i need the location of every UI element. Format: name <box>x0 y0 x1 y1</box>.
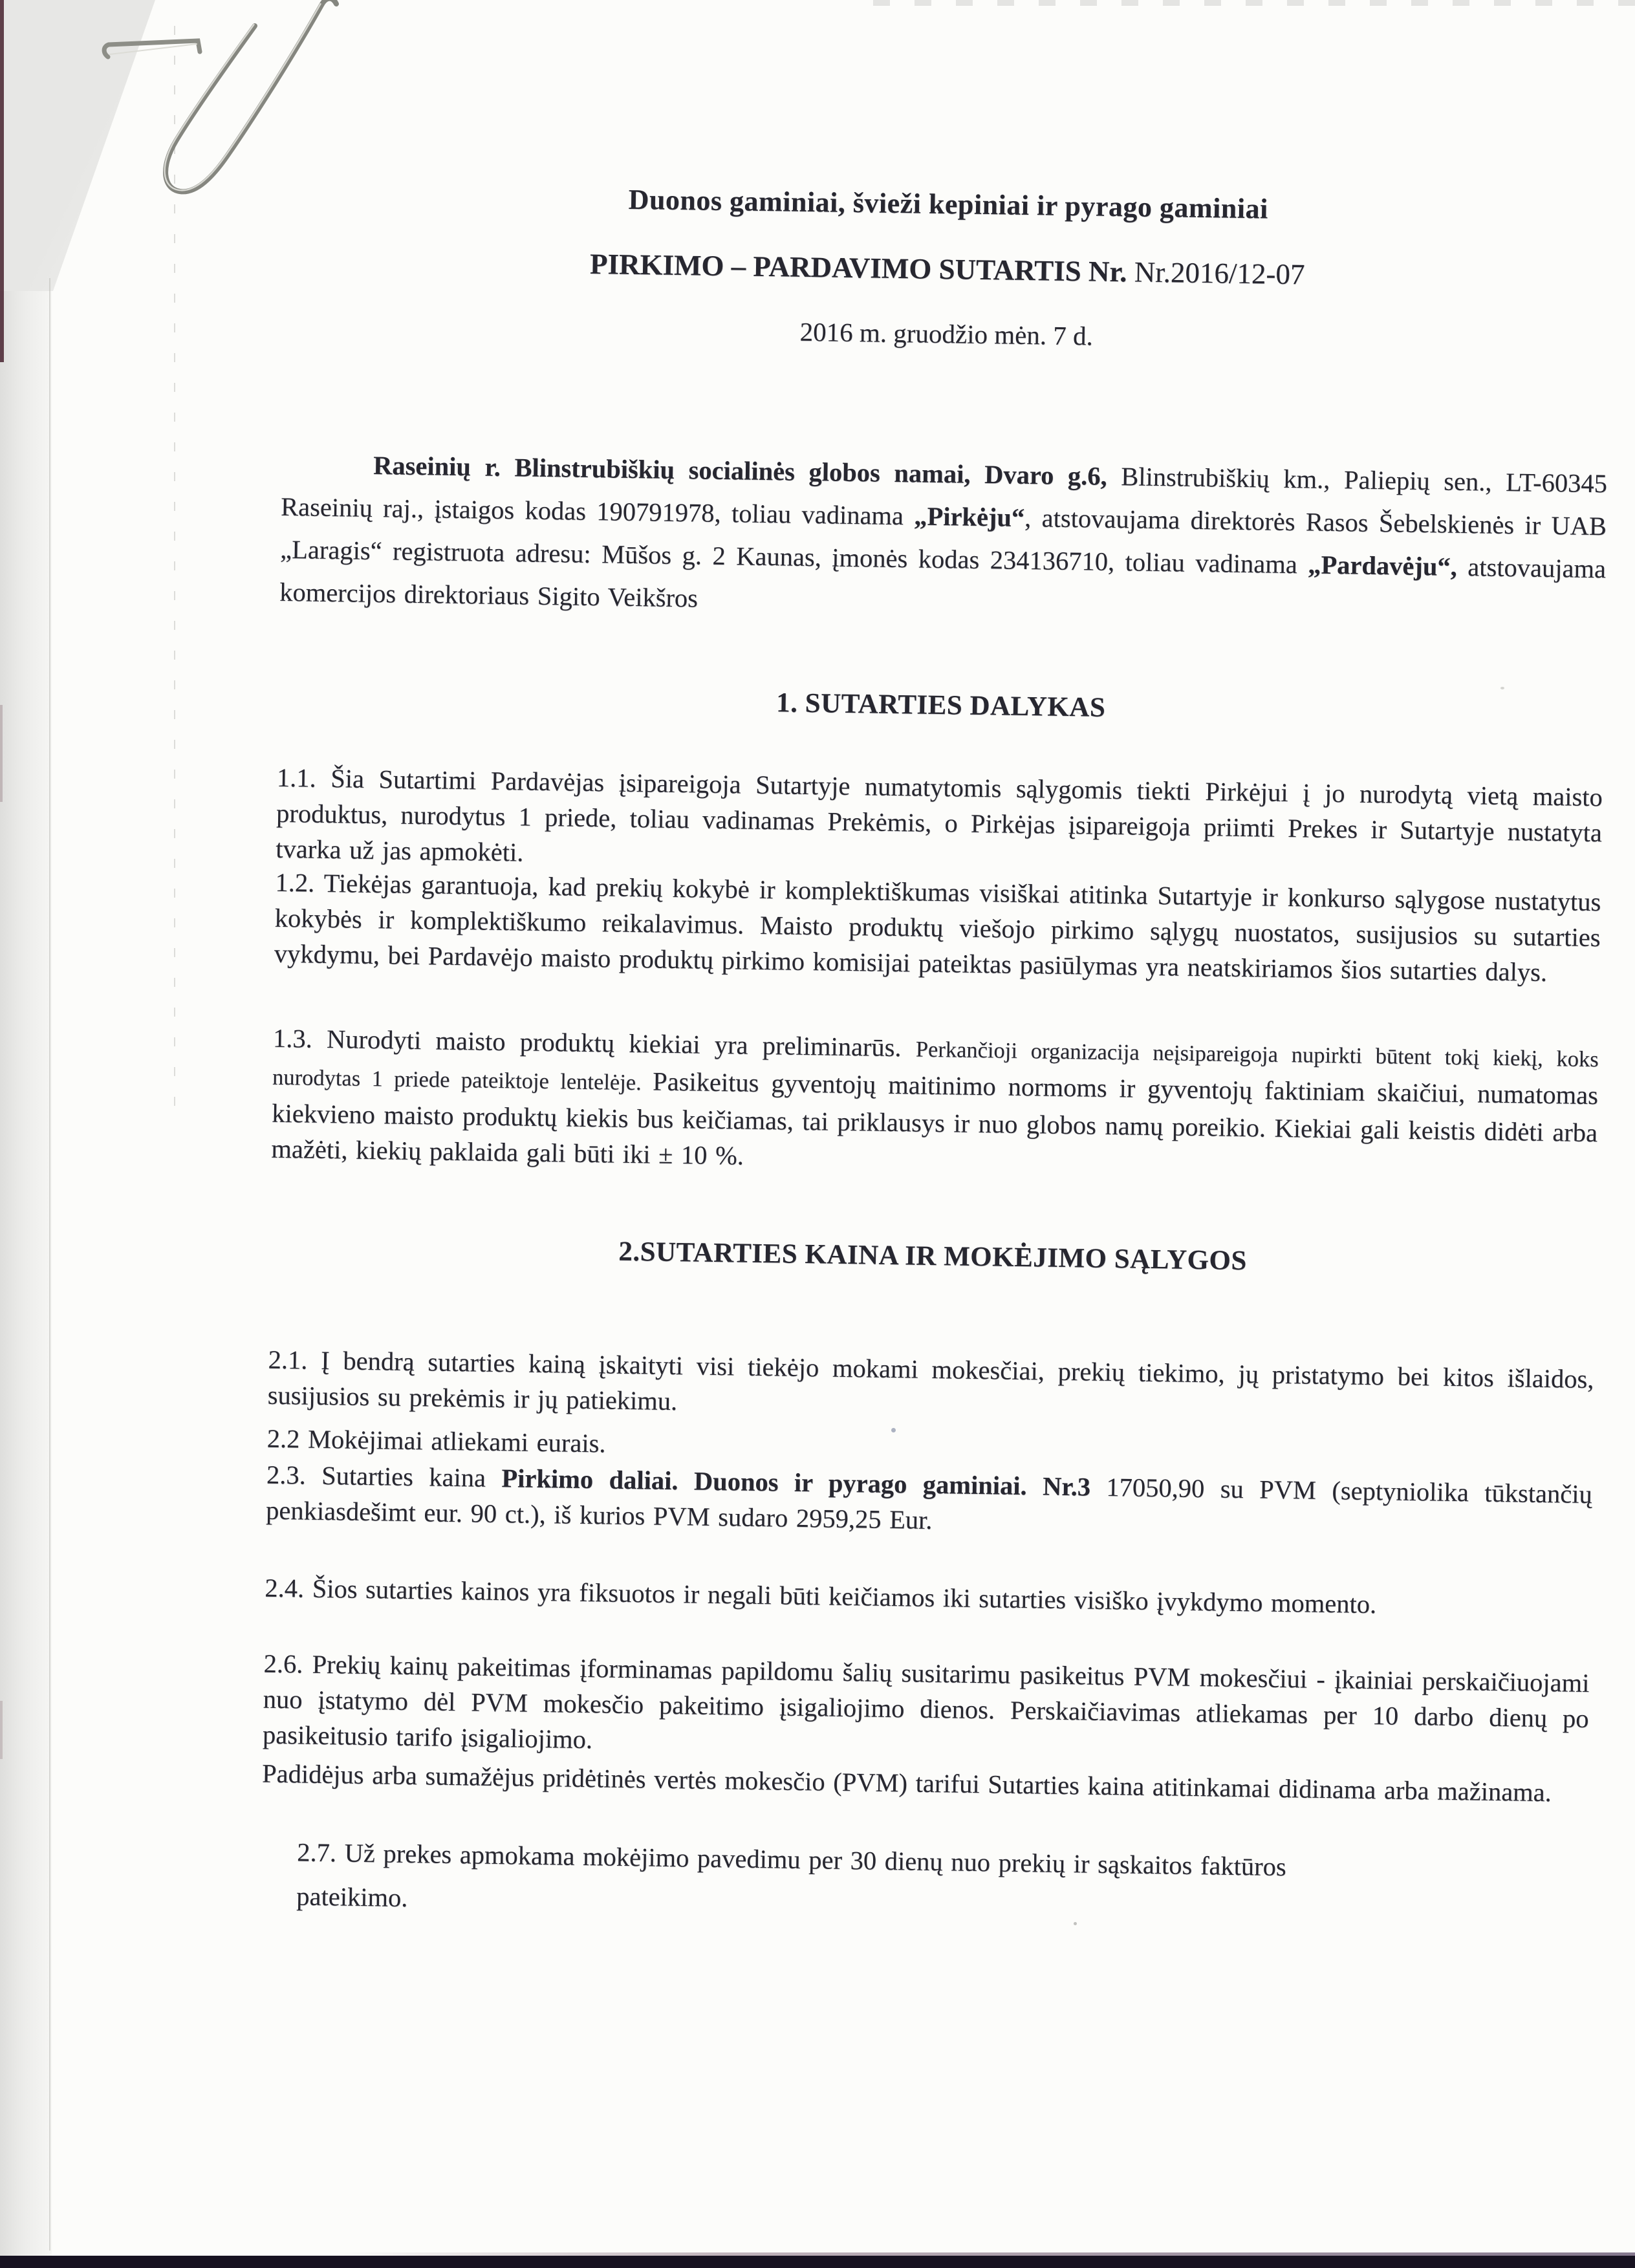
clause-1-1: 1.1. Šia Sutartimi Pardavėjas įsipareigoja Sutartyje numatytomis sąlygomis tiekti Pirkėjui į jo nurodytą vietą maisto produktus, nurodytus 1 priede, toliau vadinamas Prekėmis, o Pirkėjas įsipareigoja priimti Prekes ir Sutartyje nustatyta tvarka už jas apmokėti. <box>276 762 1603 867</box>
section-2-heading: 2.SUTARTIES KAINA IR MOKĖJIMO SĄLYGOS <box>618 1236 1248 1277</box>
section-1-heading: 1. SUTARTIES DALYKAS <box>775 687 1106 723</box>
price-part-bold: Pirkimo daliai. Duonos ir pyrago gaminiai. Nr.3 <box>501 1463 1091 1502</box>
clause-2-7: 2.7. Už prekes apmokama mokėjimo pavedimu per 30 dienų nuo prekių ir sąskaitos faktūros pateikimo. <box>296 1837 1287 1913</box>
buyer-term-bold: „Pirkėju“ <box>913 501 1025 532</box>
clause-1-3 <box>271 1021 1599 1186</box>
intro-text: , atstovaujama direktorės Rasos Šebelskienės ir UAB „Laragis“ registruota adresu: Mūšos g. 2 Kaunas, įmonės kodas 234136710, toliau vadinama <box>279 502 1607 579</box>
clause-2-1: 2.1. Į bendrą sutarties kainą įskaityti visi tiekėjo mokami mokesčiai, prekių tiekimo, jų pristatymo bei kitos išlaidos, susijusios su prekėmis ir jų patiekimu. <box>267 1345 1594 1416</box>
scan-edge-mark <box>0 1701 3 1759</box>
clause-2-2: 2.2 Mokėjimai atliekami eurais. <box>266 1423 606 1458</box>
buyer-name-bold: Raseinių r. Blinstrubiškių socialinės globos namai, Dvaro g.6, <box>373 451 1108 491</box>
scan-edge-mark <box>0 705 3 802</box>
clause-2-4: 2.4. Šios sutarties kainos yra fiksuotos ir negali būti keičiamos iki sutarties visiško įvykdymo momento. <box>265 1573 1377 1619</box>
clause-2-6-continued: Padidėjus arba sumažėjus pridėtinės vertės mokesčio (PVM) tarifui Sutarties kaina atitinkamai didinama arba mažinama. <box>261 1758 1552 1808</box>
intro-paragraph <box>279 443 1608 633</box>
contract-date: 2016 m. gruodžio mėn. 7 d. <box>799 316 1094 351</box>
seller-term-bold: „Pardavėju“, <box>1307 550 1458 581</box>
intro-text: Blinstrubiškių km., Paliepių sen., LT-60345 Raseinių raj., įstaigos kodas 190791978, toliau vadinama <box>280 461 1608 531</box>
document-title: Duonos gaminiai, švieži kepiniai ir pyrago gaminiai <box>628 183 1269 225</box>
clause-text: Pasikeitus gyventojų maitinimo normoms ir gyventojų faktiniam skaičiui, numatomas kiekvieno maisto produktų kiekis bus keičiamas, tai priklausys ir nuo globos namų poreikio. Kiekiai gali keistis didėti arba mažėti, kiekių paklaida gali būti iki ± 10 %. <box>271 1066 1599 1171</box>
contract-body <box>255 0 1614 2268</box>
page-edge-line <box>49 278 50 2251</box>
subtitle-bold: PIRKIMO – PARDAVIMO SUTARTIS Nr. <box>589 247 1127 288</box>
clause-text: 1.3. Nurodyti maisto produktų kiekiai yra preliminarūs. <box>272 1023 916 1063</box>
clause-1-2: 1.2. Tiekėjas garantuoja, kad prekių kokybė ir komplektiškumas visiškai atitinka Sutartyje ir konkurso sąlygose nustatytus kokybės ir komplektiškumo reikalavimus. Maisto produktų viešojo pirkimo sąlygų nuostatos, susijusios su sutarties vykdymu, bei Pardavėjo maisto produktų pirkimo komisijai pateiktas pasiūlymas yra neatskiriamos šios sutarties dalys. <box>274 867 1601 988</box>
price-amount: 17050,90 su PVM (septyniolika tūkstančių penkiasdešimt eur. 90 ct.), iš kurios PVM sudaro 2959,25 Eur. <box>265 1472 1593 1535</box>
clause-text: 2.3. Sutarties kaina <box>266 1460 502 1493</box>
clause-2-6: 2.6. Prekių kainų pakeitimas įforminamas papildomu šalių susitarimu pasikeitus PVM mokesčiui - įkainiai perskaičiuojami nuo įstatymo dėl PVM mokesčio pakeitimo įsigaliojimo dienos. Perskaičiavimas atliekamas per 10 darbo dienų po pasikeitusio tarifo įsigaliojimo. <box>262 1648 1590 1755</box>
contract-subtitle <box>285 243 1611 296</box>
intro-text: atstovaujama komercijos direktoriaus Sigito Veikšros <box>279 552 1607 613</box>
contract-number: Nr.2016/12-07 <box>1127 255 1305 291</box>
clause-text-small: Perkančioji organizacija neįsipareigoja nupirkti būtent tokį kiekį, koks nurodytas 1 priede pateiktoje lentelėje. <box>272 1037 1599 1096</box>
